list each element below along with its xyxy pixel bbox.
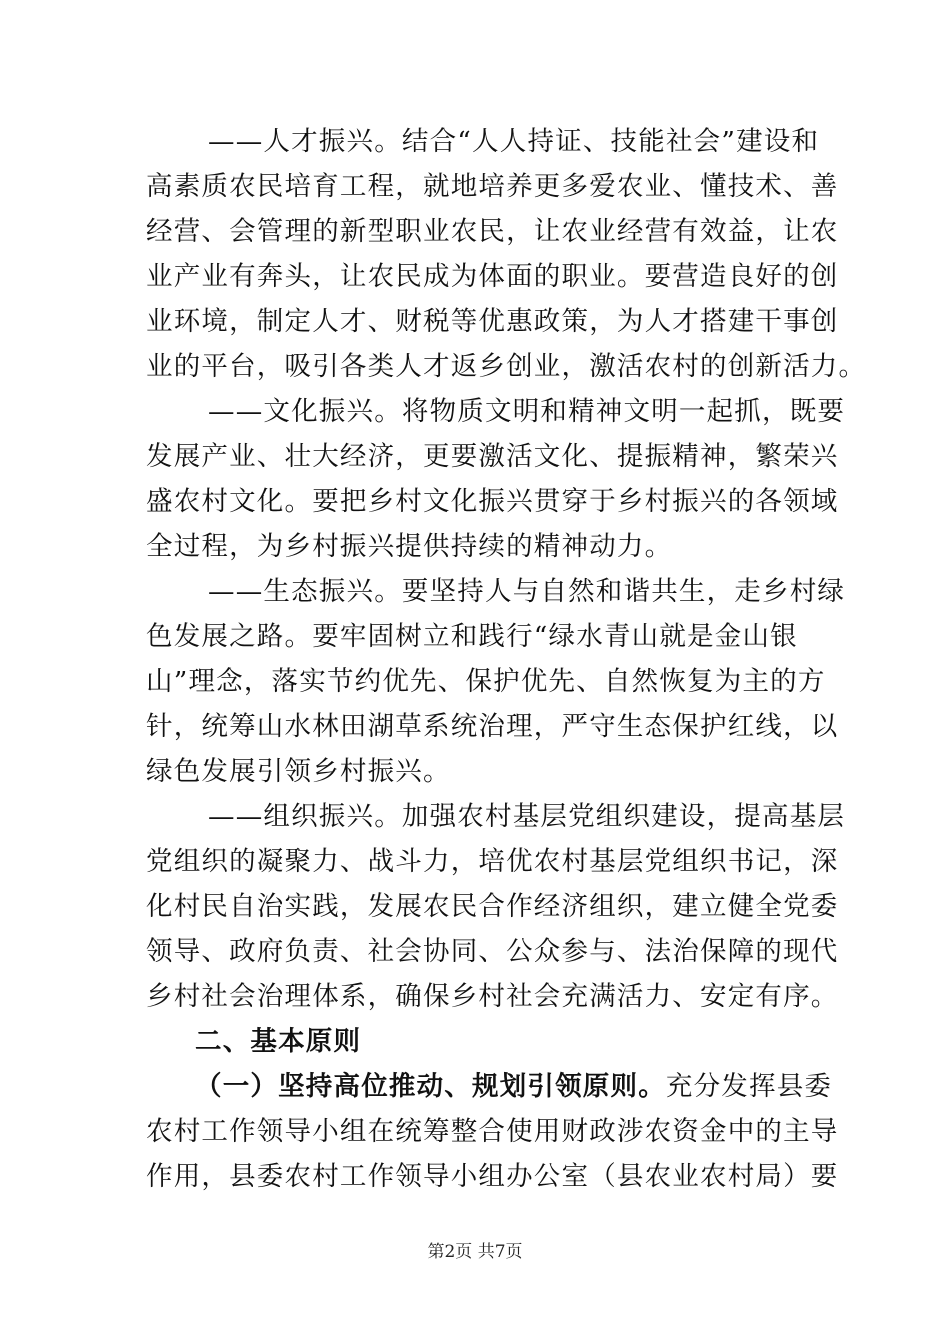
ecology-revitalization-paragraph-line: 绿色发展引领乡村振兴。 [146,756,451,787]
ecology-revitalization-paragraph-line: ——生态振兴。要坚持人与自然和谐共生，走乡村绿 [208,576,846,607]
organization-revitalization-paragraph-line: 党组织的凝聚力、战斗力，培优农村基层党组织书记，深 [146,846,839,877]
culture-revitalization-paragraph-line: 全过程，为乡村振兴提供持续的精神动力。 [146,531,673,562]
organization-revitalization-paragraph-line: 乡村社会治理体系，确保乡村社会充满活力、安定有序。 [146,981,839,1012]
talent-revitalization-paragraph-line: 高素质农民培育工程，就地培养更多爱农业、懂技术、善 [146,171,839,202]
ecology-revitalization-paragraph-line: 色发展之路。要牢固树立和践行“绿水青山就是金山银 [146,621,798,652]
culture-revitalization-paragraph-line: 发展产业、壮大经济，更要激活文化、提振精神，繁荣兴 [146,441,839,472]
talent-revitalization-paragraph-line: ——人才振兴。结合“人人持证、技能社会”建设和 [208,126,820,157]
talent-revitalization-paragraph-line: 业的平台，吸引各类人才返乡创业，激活农村的创新活力。 [146,351,867,382]
principle-1-paragraph-line: 农村工作领导小组在统筹整合使用财政涉农资金中的主导 [146,1116,839,1147]
talent-revitalization-paragraph-line: 业产业有奔头，让农民成为体面的职业。要营造良好的创 [146,261,839,292]
organization-revitalization-paragraph-line: ——组织振兴。加强农村基层党组织建设，提高基层 [208,801,846,832]
ecology-revitalization-paragraph-line: 针，统筹山水林田湖草系统治理，严守生态保护红线，以 [146,711,839,742]
talent-revitalization-paragraph-line: 业环境，制定人才、财税等优惠政策，为人才搭建干事创 [146,306,839,337]
principle-1-paragraph-line: 作用，县委农村工作领导小组办公室（县农业农村局）要 [146,1161,839,1192]
talent-revitalization-paragraph-line: 经营、会管理的新型职业农民，让农业经营有效益，让农 [146,216,839,247]
page-number-footer: 第2页 共7页 [427,1242,523,1262]
organization-revitalization-paragraph-line: 领导、政府负责、社会协同、公众参与、法治保障的现代 [146,936,839,967]
culture-revitalization-paragraph-line: ——文化振兴。将物质文明和精神文明一起抓，既要 [208,396,846,427]
principle-1-heading: （一）坚持高位推动、规划引领原则。 [195,1071,666,1102]
organization-revitalization-paragraph-line: 化村民自治实践，发展农民合作经济组织，建立健全党委 [146,891,839,922]
ecology-revitalization-paragraph-line: 山”理念，落实节约优先、保护优先、自然恢复为主的方 [146,666,826,697]
section-heading: 二、基本原则 [195,1026,362,1057]
principle-1-first-line [195,1067,832,1107]
culture-revitalization-paragraph-line: 盛农村文化。要把乡村文化振兴贯穿于乡村振兴的各领域 [146,486,839,517]
principle-1-tail: 充分发挥县委 [665,1071,833,1102]
